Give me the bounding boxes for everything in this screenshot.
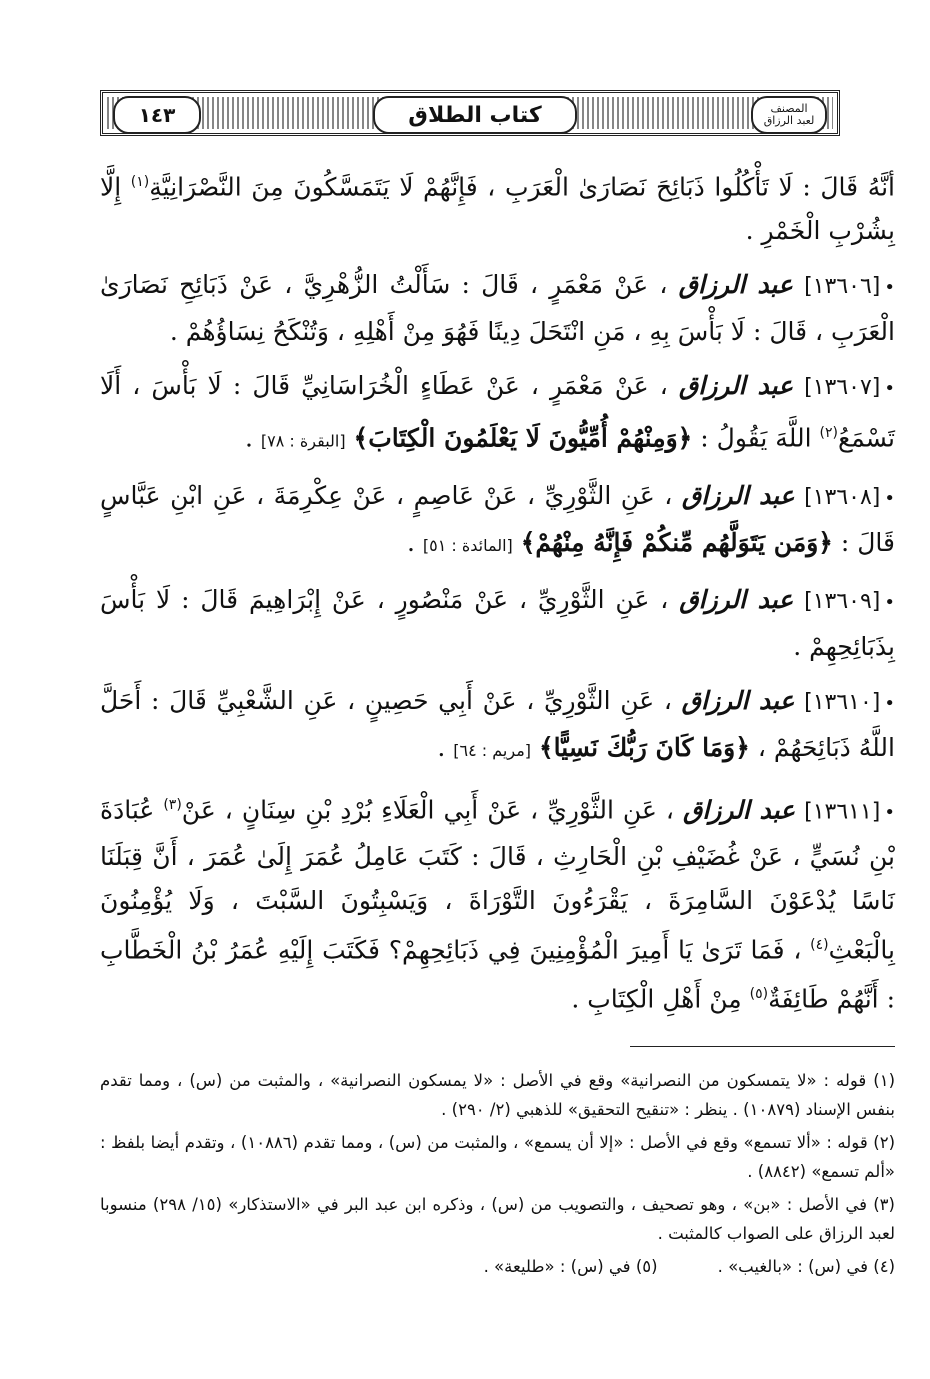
author-name: عبد الرزاق bbox=[681, 480, 795, 510]
entry-text: ، عَنِ الثَّوْرِيِّ ، عَنْ أَبِي الْعَلَاءِ بُرْدِ بْنِ سِنَانٍ ، عَنْ bbox=[181, 794, 674, 824]
footnote-marker: (٢) bbox=[819, 425, 838, 442]
hadith-entry bbox=[100, 578, 895, 669]
entry-end: . bbox=[406, 527, 423, 557]
entry-text: ، عَنْ مَعْمَرٍ ، عَنْ عَطَاءٍ الْخُرَاسَانِيِّ قَالَ : لَا بَأْسَ ، أَلَا تَسْمَعُ bbox=[100, 371, 895, 453]
entry-number: [١٣٦١٠] bbox=[804, 689, 881, 715]
page-header bbox=[100, 90, 840, 136]
footnote: (٢) قوله : «ألا تسمع» وقع في الأصل : «إلا أن يسمع» ، والمثبت من (س) ، ومما تقدم (١٠٨٨٦) ، وتقدم أيضا بلفظ : «ألم تسمع» (٨٨٤٢) . bbox=[100, 1133, 895, 1181]
main-text bbox=[100, 160, 895, 1032]
bullet: • bbox=[884, 591, 895, 613]
bullet: • bbox=[884, 487, 896, 509]
entry-number: [١٣٦١١] bbox=[804, 798, 881, 824]
entry-continuation bbox=[100, 160, 895, 253]
entry-text: ، فَمَا تَرَىٰ يَا أَمِيرَ الْمُؤْمِنِينَ فِي ذَبَائِحِهِمْ؟ فَكَتَبَ إِلَيْهِ عُمَرُ بْنُ الْخَطَّابِ : أَنَّهُمْ طَائِفَةٌ bbox=[100, 935, 895, 1014]
footnote: (٣) في الأصل : «بن» ، وهو تصحيف ، والتصويب من (س) ، وذكره ابن عبد البر في «الاستذكار» (١٥/ ٢٩٨) منسوبا لعبد الرزاق على الصواب كالمثبت . bbox=[100, 1195, 895, 1243]
entry-text: ، عَنِ الثَّوْرِيِّ ، عَنْ مَنْصُورٍ ، عَنْ إِبْرَاهِيمَ قَالَ : لَا بَأْسَ بِذَبَائِحِهِمْ . bbox=[100, 584, 895, 661]
author-name: عبد الرزاق bbox=[678, 270, 793, 300]
logo-line-2: لعبد الرزاق bbox=[763, 114, 815, 127]
hadith-entry bbox=[100, 783, 895, 1022]
bullet: • bbox=[884, 692, 895, 714]
bullet: • bbox=[884, 801, 896, 823]
logo-line-1: المصنف bbox=[770, 102, 808, 115]
entry-text: اللَّهَ يَقُولُ : bbox=[700, 423, 820, 453]
quran-reference: [المائدة : ٥١] bbox=[422, 535, 513, 555]
hadith-entry bbox=[100, 474, 895, 568]
hadith-entry bbox=[100, 364, 895, 463]
entry-text: ، عَنْ مَعْمَرٍ ، قَالَ : سَأَلْتُ الزُّهْرِيَّ ، عَنْ ذَبَائِحِ نَصَارَىٰ الْعَرَبِ ، قَالَ : لَا بَأْسَ بِهِ ، مَنِ انْتَحَلَ دِينًا فَهُوَ مِنْ أَهْلِهِ ، وَتُنْكَحُ نِسَاؤُهُمْ . bbox=[100, 270, 895, 347]
book-logo bbox=[751, 96, 827, 134]
entry-text: ، عَنِ الثَّوْرِيِّ ، عَنْ عَاصِمٍ ، عَنْ عِكْرِمَةَ ، عَنِ ابْنِ عَبَّاسٍ قَالَ : bbox=[100, 480, 895, 557]
author-name: عبد الرزاق bbox=[682, 794, 796, 824]
footnote: (٤) في (س) : «بالغيب» . bbox=[717, 1257, 895, 1276]
footnote-marker: (٤) bbox=[810, 936, 829, 953]
entry-end: . bbox=[244, 423, 261, 453]
hadith-entry bbox=[100, 263, 895, 354]
entry-number: [١٣٦٠٧] bbox=[804, 375, 881, 401]
author-name: عبد الرزاق bbox=[679, 584, 794, 614]
author-name: عبد الرزاق bbox=[678, 371, 794, 401]
quran-reference: [البقرة : ٧٨] bbox=[260, 431, 346, 451]
page-number: ١٤٣ bbox=[113, 96, 201, 134]
footnote-separator bbox=[630, 1046, 895, 1047]
footnote: (١) قوله : «لا يتمسكون من النصرانية» وقع في الأصل : «لا يمسكون النصرانية» ، والمثبت من (س) ، ومما تقدم بنفس الإسناد (١٠٨٧٩) . ينظر : «تنقيح التحقيق» للذهبي (٢/ ٢٩٠) . bbox=[100, 1071, 895, 1119]
footnote-row bbox=[100, 1252, 895, 1281]
hadith-entry bbox=[100, 679, 895, 773]
entry-text: ، عَنِ الثَّوْرِيِّ ، عَنْ أَبِي حَصِينٍ ، عَنِ الشَّعْبِيِّ قَالَ : أَحَلَّ اللَّهُ ذَبَائِحَهُمْ ، bbox=[100, 685, 895, 762]
footnotes bbox=[100, 1066, 895, 1285]
bullet: • bbox=[884, 277, 896, 299]
entry-number: [١٣٦٠٩] bbox=[804, 588, 881, 614]
quran-quote: ﴿وَمِنْهُمْ أُمِّيُّونَ لَا يَعْلَمُونَ الْكِتَابَ﴾ bbox=[353, 423, 693, 453]
footnote-marker: (٥) bbox=[749, 986, 769, 1003]
entry-number: [١٣٦٠٦] bbox=[804, 274, 881, 300]
bullet: • bbox=[884, 378, 895, 400]
chapter-title: كتاب الطلاق bbox=[373, 96, 577, 134]
entry-text: عُبَادَةَ بْنِ نُسَيٍّ ، عَنْ غُضَيْفِ بْنِ الْحَارِثِ ، قَالَ : كَتَبَ عَامِلُ عُمَرَ إِلَىٰ عُمَرَ ، أَنَّ قِبَلَنَا نَاسًا يُدْعَوْنَ السَّامِرَةَ ، يَقْرَءُونَ التَّوْرَاةَ ، وَيَسْبِتُونَ السَّبْتَ ، وَلَا يُؤْمِنُونَ بِالْبَعْثِ bbox=[100, 794, 895, 965]
footnote-marker: (٣) bbox=[163, 796, 182, 813]
footnote-marker: (١) bbox=[130, 174, 150, 190]
quran-quote: ﴿وَمَن يَتَوَلَّهُم مِّنكُمْ فَإِنَّهُ مِنْهُمْ﴾ bbox=[520, 527, 833, 557]
quran-reference: [مريم : ٦٤] bbox=[453, 740, 532, 760]
quran-quote: ﴿وَمَا كَانَ رَبُّكَ نَسِيًّا﴾ bbox=[538, 732, 750, 762]
entry-number: [١٣٦٠٨] bbox=[804, 484, 881, 510]
entry-text: أنَّهُ قَالَ : لَا تَأْكُلُوا ذَبَائِحَ نَصَارَىٰ الْعَرَبِ ، فَإِنَّهُمْ لَا يَتَمَسَّكُونَ مِنَ النَّصْرَانِيَّةِ bbox=[149, 172, 896, 202]
author-name: عبد الرزاق bbox=[681, 685, 795, 715]
entry-text: مِنْ أَهْلِ الْكِتَابِ . bbox=[571, 984, 750, 1014]
entry-end: . bbox=[437, 732, 454, 762]
footnote: (٥) في (س) : «طليعة» . bbox=[483, 1257, 658, 1276]
entry-text: إِلَّا بِشُرْبِ الْخَمْرِ . bbox=[100, 172, 895, 246]
